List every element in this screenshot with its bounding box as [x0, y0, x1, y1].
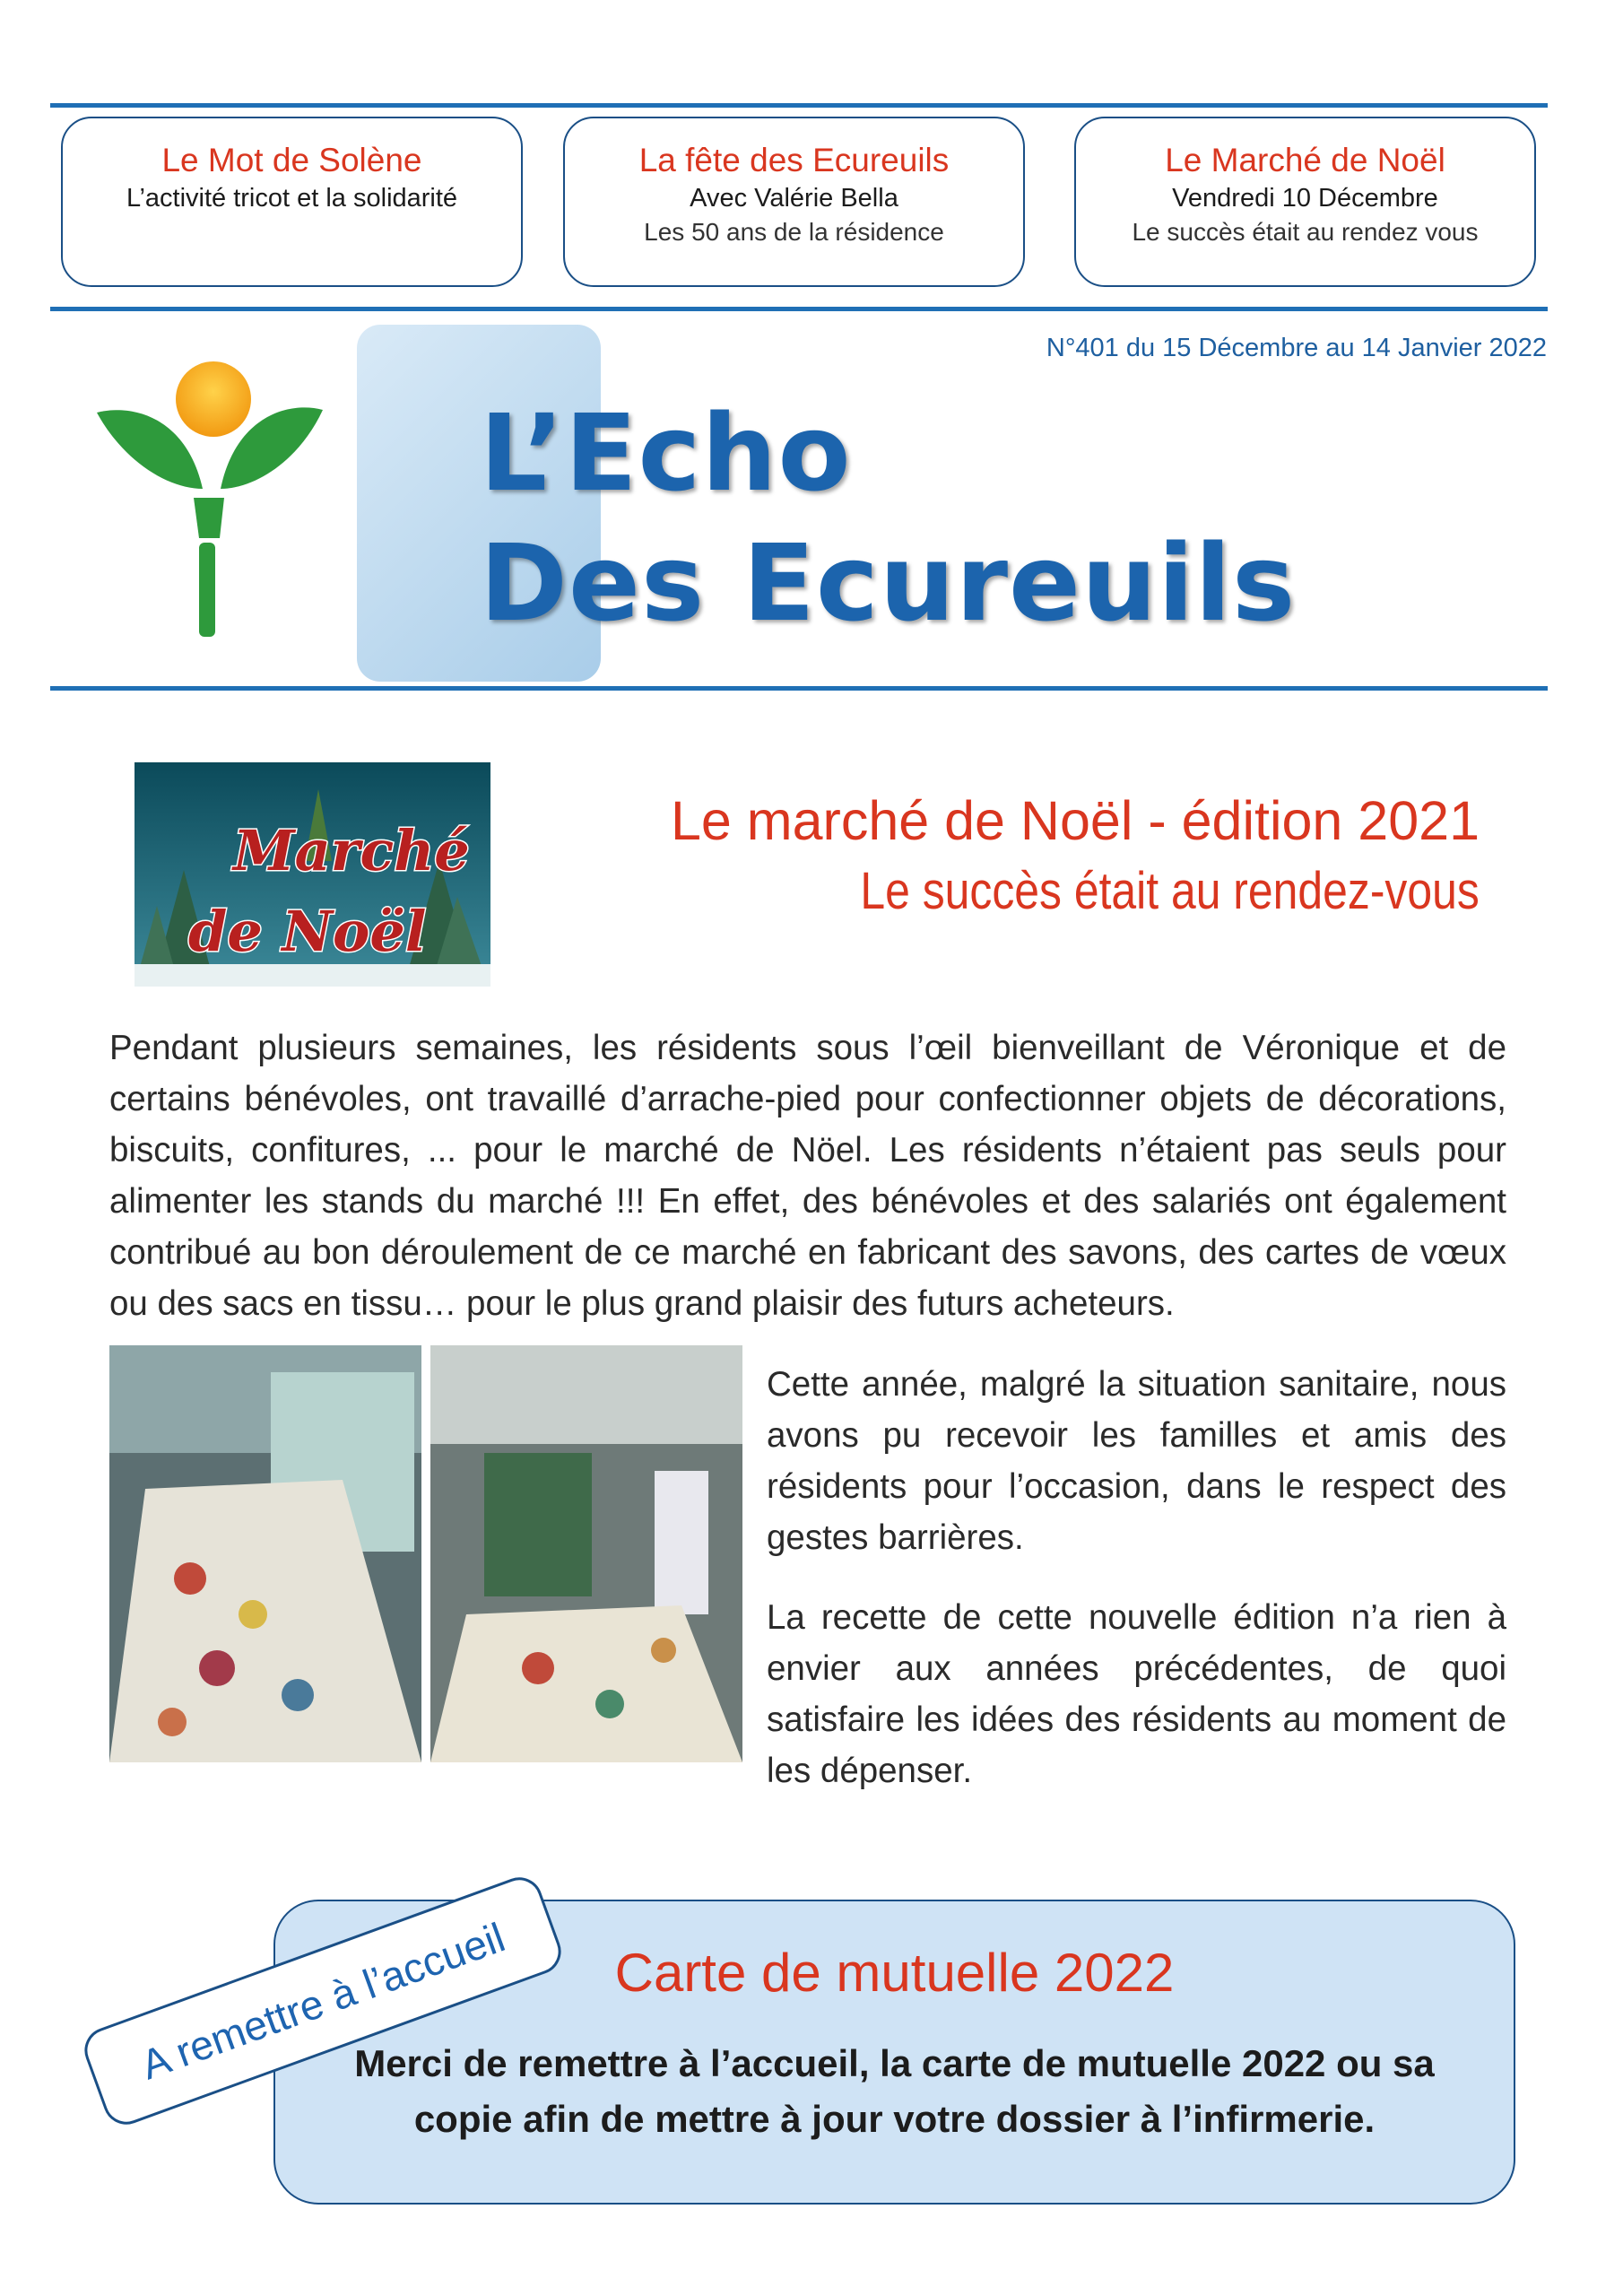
top-rule — [50, 103, 1548, 108]
header-box-line: Le succès était au rendez vous — [1132, 218, 1479, 246]
header-box-line: L’activité tricot et la solidarité — [126, 184, 458, 213]
masthead-line1: L’Echo — [480, 391, 852, 515]
mutuelle-body: Merci de remettre à l’accueil, la carte de mutuelle 2022 ou sa copie afin de mettre à jour votre dossier à l’infirmerie. — [354, 2042, 1435, 2140]
header-box-title: Le Mot de Solène — [161, 142, 422, 178]
marche-image-line2: de Noël — [188, 899, 427, 964]
marche-de-noel-image — [135, 762, 490, 987]
header-box-title: La fête des Ecureuils — [638, 142, 950, 178]
header-bottom-rule — [50, 307, 1548, 311]
mutuelle-title: Carte de mutuelle 2022 — [614, 1943, 1175, 2003]
residence-logo-icon — [88, 354, 330, 650]
article-paragraph: Pendant plusieurs semaines, les résidents sous l’œil bienveillant de Véronique et de certains bénévoles, ont travaillé d’arrache-pied pour confectionner objets de décorations, biscuits, confitures, ... pour le marché de Nöel. Les résidents n’étaient pas seuls pour alimenter les stands du marché !!! En effet, des bénévoles et des salariés ont également contribué au bon déroulement de ce marché en fabricant des savons, des cartes de vœux ou des sacs en tissu… pour le plus grand plaisir des futurs acheteurs. — [109, 1029, 1506, 1323]
article-paragraph: Cette année, malgré la situation sanitaire, nous avons pu recevoir les familles et amis des résidents pour l’occasion, dans le respect des gestes barrières. — [767, 1365, 1506, 1557]
article-title: Le marché de Noël - édition 2021 — [670, 790, 1480, 851]
market-photo-1 — [109, 1345, 421, 1762]
masthead-bottom-rule — [50, 686, 1548, 691]
header-box-line: Vendredi 10 Décembre — [1172, 184, 1438, 213]
header-box-fete-ecureuils[interactable] — [563, 117, 1025, 287]
article-subtitle: Le succès était au rendez-vous — [860, 862, 1480, 920]
marche-image-line1: Marché — [233, 818, 470, 883]
header-box-marche-noel[interactable] — [1074, 117, 1536, 287]
header-box-line: Avec Valérie Bella — [690, 184, 898, 213]
article-paragraph: La recette de cette nouvelle édition n’a rien à envier aux années précédentes, de quoi satisfaire les idées des résidents au moment de les dépenser. — [767, 1598, 1506, 1790]
header-box-title: Le Marché de Noël — [1165, 142, 1445, 178]
issue-number: N°401 du 15 Décembre au 14 Janvier 2022 — [1046, 334, 1547, 362]
masthead-line2: Des Ecureuils — [480, 521, 1297, 645]
header-box-line: Les 50 ans de la résidence — [644, 218, 944, 246]
stamp-label: A remettre à l’accueil — [135, 1913, 511, 2089]
market-photo-2 — [430, 1345, 742, 1762]
header-box-mot-de-solene[interactable] — [61, 117, 523, 287]
